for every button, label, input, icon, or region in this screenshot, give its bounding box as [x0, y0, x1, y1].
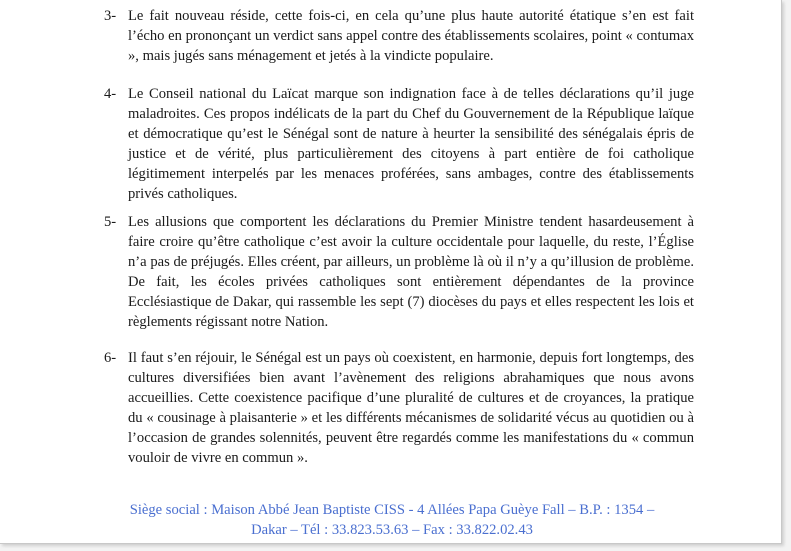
list-item-3 [104, 6, 694, 66]
list-item-text: Le Conseil national du Laïcat marque son indignation face à de telles déclarations qu’il juge maladroites. Ces propos indélicats de la part du Chef du Gouvernement de la République laïque et démocratique qu’est le Sénégal sont de nature à heurter la sensibilité des sénégalais épris de justice et de vérité, plus particulièrement des citoyens à part entière de foi catholique légitimement interpelés par les menaces proférées, sans ambages, contre des établissements privés catholiques. [128, 86, 694, 202]
list-item-number: 4- [104, 86, 117, 102]
list-item-5 [104, 212, 694, 332]
list-item-6 [104, 348, 694, 468]
footer-address-line: Siège social : Maison Abbé Jean Baptiste CISS - 4 Allées Papa Guèye Fall – B.P. : 1354 – [129, 502, 655, 518]
list-item-number: 5- [104, 214, 117, 230]
list-item-text: Le fait nouveau réside, cette fois-ci, en cela qu’une plus haute autorité étatique s’en est fait l’écho en prononçant un verdict sans appel contre des établissements scolaires, point « contumax », mais jugés sans ménagement et jetés à la vindicte populaire. [128, 8, 694, 64]
list-item-number: 3- [104, 8, 117, 24]
footer-contact-line: Dakar – Tél : 33.823.53.63 – Fax : 33.822.02.43 [251, 522, 533, 538]
page-footer [86, 500, 698, 540]
list-item-text: Il faut s’en réjouir, le Sénégal est un pays où coexistent, en harmonie, depuis fort longtemps, des cultures diversifiées bien avant l’avènement des religions abrahamiques que nous avons accueillies. Cette coexistence pacifique d’une pluralité de cultures et de croyances, la pratique du « cousinage à plaisanterie » et les différents mécanismes de solidarité vécus au quotidien ou à l’occasion de grandes solennités, peuvent être regardés comme les manifestations du « commun vouloir de vivre en commun ». [128, 350, 694, 466]
list-item-number: 6- [104, 350, 117, 366]
list-item-4 [104, 84, 694, 204]
list-item-text: Les allusions que comportent les déclarations du Premier Ministre tendent hasardeusement à faire croire qu’être catholique c’est avoir la culture occidentale pour laquelle, du reste, l’Église n’a pas de préjugés. Elles créent, par ailleurs, un problème là où il n’y a qu’illusion de problème. De fait, les écoles privées catholiques sont entièrement dépendantes de la province Ecclésiastique de Dakar, qui rassemble les sept (7) diocèses du pays et elles respectent les lois et règlements régissant notre Nation. [128, 214, 694, 330]
